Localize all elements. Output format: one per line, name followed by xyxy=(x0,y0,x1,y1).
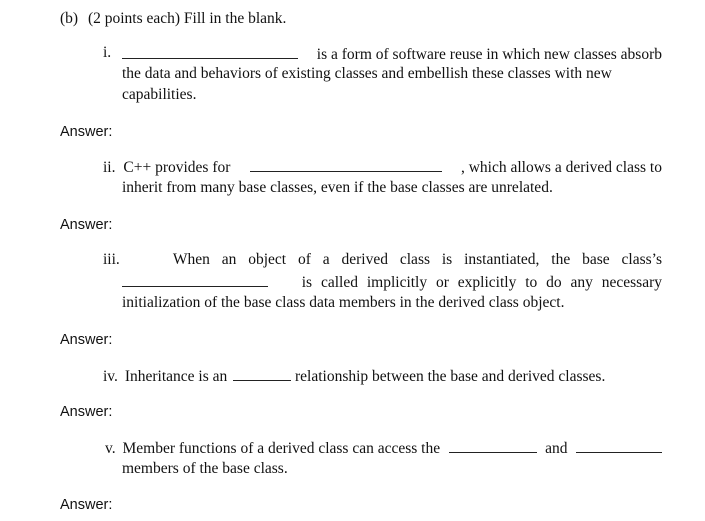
question-text: relationship between the base and derived classes. xyxy=(295,368,606,385)
question-text: , which allows a derived class to xyxy=(460,159,662,176)
answer-label: Answer: xyxy=(60,217,113,233)
question-text: is a form of software reuse in which new classes absorb xyxy=(316,46,662,63)
question-ii-line2: inherit from many base classes, even if the base classes are unrelated. xyxy=(122,179,553,196)
question-text: Member functions of a derived class can access the xyxy=(122,440,441,457)
question-number-v: v. xyxy=(105,440,116,457)
question-text: When an object of a derived class is instantiated, the base class’s xyxy=(172,251,662,268)
answer-label: Answer: xyxy=(60,332,113,348)
blank-field[interactable] xyxy=(576,438,662,453)
question-number-iii: iii. xyxy=(103,251,120,268)
blank-field[interactable] xyxy=(122,272,268,287)
section-title: (2 points each) Fill in the blank. xyxy=(87,10,287,27)
section-heading xyxy=(60,10,286,28)
question-iv-line1 xyxy=(103,366,605,386)
question-number-i: i. xyxy=(103,44,112,61)
question-number-iv: iv. xyxy=(103,368,118,385)
blank-field[interactable] xyxy=(449,438,537,453)
answer-label: Answer: xyxy=(60,124,113,140)
question-text: Inheritance is an xyxy=(124,368,228,385)
section-label: (b) xyxy=(60,10,79,27)
answer-label: Answer: xyxy=(60,497,113,513)
question-iii-line1 xyxy=(103,251,662,269)
question-iii-line3: initialization of the base class data members in the derived class object. xyxy=(122,294,565,311)
question-text: is called implicitly or explicitly to do any necessary xyxy=(301,274,662,291)
question-text: and xyxy=(545,440,568,457)
question-v-line1 xyxy=(103,438,662,458)
answer-label: Answer: xyxy=(60,404,113,420)
blank-field[interactable] xyxy=(122,44,298,59)
blank-field[interactable] xyxy=(233,366,291,381)
question-i-line1 xyxy=(122,44,662,64)
question-number-ii: ii. xyxy=(103,159,116,176)
question-i-line2: the data and behaviors of existing classes and embellish these classes with new xyxy=(122,65,612,82)
question-iii-line2 xyxy=(122,272,662,292)
question-v-line2: members of the base class. xyxy=(122,460,288,477)
blank-field[interactable] xyxy=(250,157,442,172)
question-ii-line1 xyxy=(103,157,662,177)
question-i-line3: capabilities. xyxy=(122,86,197,103)
question-text: C++ provides for xyxy=(123,159,231,176)
